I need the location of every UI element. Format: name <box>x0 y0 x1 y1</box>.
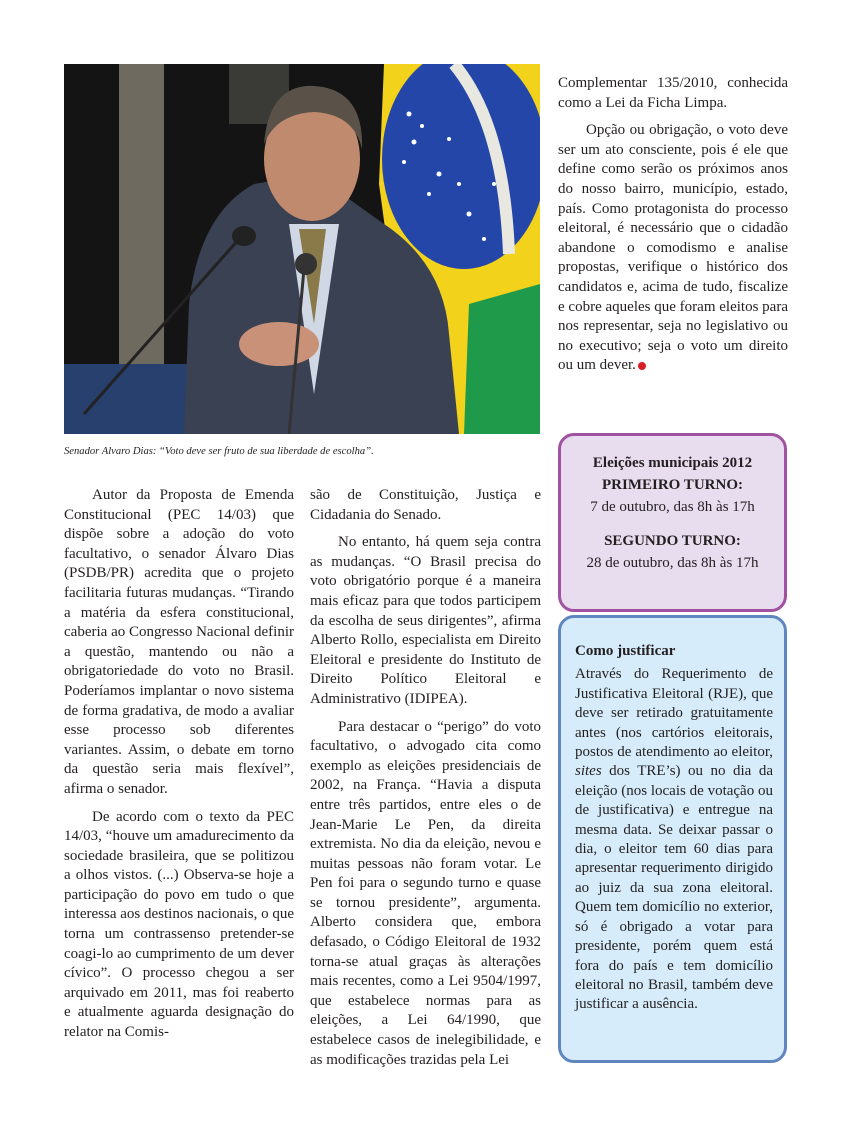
second-round-date: 28 de outubro, das 8h às 17h <box>586 555 759 571</box>
end-of-article-dot-icon <box>638 362 646 370</box>
article-paragraph-continuation: são de Constituição, Justiça e Cidadania do Senado. <box>310 487 541 523</box>
dates-box-title: Eleições municipais 2012 <box>592 455 753 471</box>
photo-illustration <box>64 64 540 434</box>
justify-text-italic: sites <box>575 763 602 780</box>
article-paragraph: De acordo com o texto da PEC 14/03, “houve um amadurecimento da sociedade brasileira, que se politizou a olhos vistos. (...) Observa-se hoje a participação do povo em tudo o que interessa aos destinos nacionais, o que torna um contrassenso pretender-se coagi-lo ao cumprimento de um dever cívico”. O processo chegou a ser arquivado em 2011, mas foi reaberto e atualmente aguarda designação do relator na Comis- <box>64 808 294 1041</box>
how-to-justify-box <box>558 615 787 1063</box>
article-column-1 <box>64 486 294 1051</box>
photo-caption: Senador Alvaro Dias: “Voto deve ser fruto de sua liberdade de escolha”. <box>64 446 374 457</box>
justify-box-text <box>575 665 773 1014</box>
article-paragraph-continuation: Complementar 135/2010, conhecida como a Lei da Ficha Limpa. <box>558 75 788 111</box>
article-final-text: Opção ou obrigação, o voto deve ser um ato consciente, pois é ele que define como serão os próximos anos do nosso bairro, município, estado, país. Como protagonista do processo eleitoral, é necessário que o cidadão abandone o comodismo e analise propostas, verifique o histórico dos candidatos e, acima de tudo, fiscalize e cobre aqueles que foram eleitos para nos representar, seja no legislativo ou no executivo; seja o voto um direito ou um dever. <box>558 122 788 374</box>
article-paragraph: Para destacar o “perigo” do voto facultativo, o advogado cita como exemplo as eleições presidenciais de 2002, na França. “Havia a disputa entre três partidos, entre eles o de Jean-Marie Le Pen, da direita extremista. No dia da eleição, nevou e muitas pessoas não foram votar. Le Pen foi para o segundo turno e quase se tornou presidente”, argumenta. Alberto considera que, embora defasado, o Código Eleitoral de 1932 torna-se atual graças às alterações mais recentes, como a Lei 9504/1997, que estabelece normas para as eleições, a Lei 64/1990, que estabelece casos de inelegibilidade, e as modificações trazidas pela Lei <box>310 718 541 1068</box>
first-round-label: PRIMEIRO TURNO: <box>602 477 743 493</box>
justify-text-part-1: Através do Requerimento de Justificativa Eleitoral (RJE), que deve ser retirado gratuitamente antes (nos cartórios eleitorais, postos de atendimento ao eleitor, <box>575 666 773 761</box>
article-column-2 <box>310 486 541 1078</box>
article-paragraph: Autor da Proposta de Emenda Constitucional (PEC 14/03) que dispõe sobre a adoção do voto facultativo, o senador Álvaro Dias (PSDB/PR) acredita que o projeto facilitaria futuras mudanças. “Tirando a matéria da esfera constitucional, caberia ao Congresso Nacional definir a questão, mantendo ou não a obrigatoriedade do voto no Brasil. Poderíamos implantar o novo sistema de forma gradativa, de modo a avaliar esse processo sob diferentes variantes. Assim, o debate em torno da questão seria mais flexível”, afirma o senador. <box>64 487 294 797</box>
article-paragraph: No entanto, há quem seja contra as mudanças. “O Brasil precisa do voto obrigatório porque é a maneira mais eficaz para que todos participem da escolha de seus dirigentes”, afirma Alberto Rollo, especialista em Direito Eleitoral e presidente do Instituto de Direito Político Eleitoral e Administrativo (IDIPEA). <box>310 534 541 707</box>
first-round-date: 7 de outubro, das 8h às 17h <box>590 499 755 515</box>
second-round-label: SEGUNDO TURNO: <box>604 533 741 549</box>
senator-photo <box>64 64 540 434</box>
justify-text-part-2: dos TRE’s) ou no dia da eleição (nos locais de votação ou de justificativa) e entregue na mesma data. Se deixar passar o dia, o eleitor tem 60 dias para apresentar requerimento dirigido ao juiz da sua zona eleitoral. Quem tem domicílio no exterior, só é obrigado a votar para presidente, porém quem está fora do país e tem domicílio eleitoral no Brasil, também deve justificar a ausência. <box>575 763 773 1013</box>
article-column-3 <box>558 74 788 384</box>
justify-box-title: Como justificar <box>575 643 676 659</box>
article-paragraph-final <box>558 121 788 376</box>
election-dates-box <box>558 433 787 612</box>
